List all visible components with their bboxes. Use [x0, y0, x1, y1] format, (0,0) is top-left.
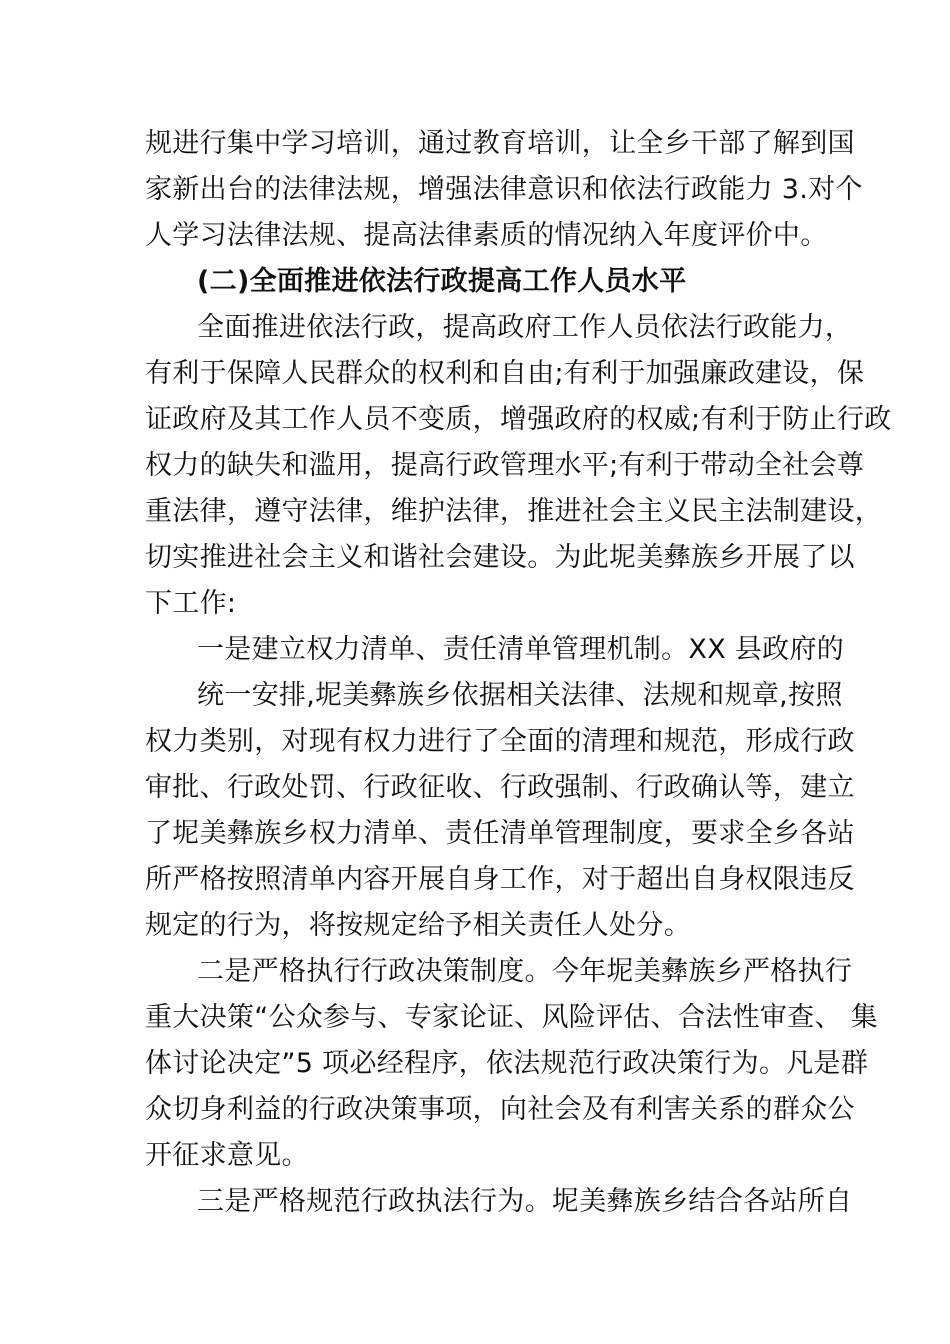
body-text-line: 开征求意见。 [145, 1140, 309, 1171]
body-text-line: 权力类别，对现有权力进行了全面的清理和规范，形成行政 [145, 726, 855, 757]
body-text-line: 下工作: [145, 588, 237, 619]
body-text-line: 体讨论决定”5 项必经程序，依法规范行政决策行为。凡是群 [145, 1048, 869, 1079]
body-text-line: 统一安排,坭美彝族乡依据相关法律、法规和规章,按照 [197, 680, 843, 711]
body-text-line: 所严格按照清单内容开展自身工作，对于超出自身权限违反 [145, 864, 855, 895]
paragraph-first-line: 全面推进依法行政，提高政府工作人员依法行政能力， [197, 312, 853, 343]
body-text-line: 规进行集中学习培训，通过教育培训，让全乡干部了解到国 [145, 128, 855, 159]
body-text-line: 人学习法律法规、提高法律素质的情况纳入年度评价中。 [145, 220, 828, 251]
body-text-line: 众切身利益的行政决策事项，向社会及有利害关系的群众公 [145, 1094, 855, 1125]
body-text-line: 重大决策“公众参与、专家论证、风险评估、合法性审查、 集 [145, 1002, 878, 1033]
body-text-line: 家新出台的法律法规，增强法律意识和依法行政能力 3.对个 [145, 174, 863, 205]
body-text-line: 切实推进社会主义和谐社会建设。为此坭美彝族乡开展了以 [145, 542, 855, 573]
body-text-line: 规定的行为，将按规定给予相关责任人处分。 [145, 910, 691, 941]
body-text-line: 证政府及其工作人员不变质，增强政府的权威;有利于防止行政 [145, 404, 892, 435]
body-text-line: 审批、行政处罚、行政征收、行政强制、行政确认等，建立 [145, 772, 855, 803]
section-heading: (二)全面推进依法行政提高工作人员水平 [197, 266, 687, 297]
body-text-line: 了坭美彝族乡权力清单、责任清单管理制度，要求全乡各站 [145, 818, 855, 849]
paragraph-first-line: 二是严格执行行政决策制度。今年坭美彝族乡严格执行 [197, 956, 853, 987]
body-text-line: 重法律，遵守法律，维护法律，推进社会主义民主法制建设， [145, 496, 883, 527]
paragraph-first-line: 一是建立权力清单、责任清单管理机制。XX 县政府的 [197, 634, 845, 665]
paragraph-first-line: 三是严格规范行政执法行为。坭美彝族乡结合各站所自 [197, 1186, 853, 1217]
body-text-line: 权力的缺失和滥用，提高行政管理水平;有利于带动全社会尊 [145, 450, 865, 481]
body-text-line: 有利于保障人民群众的权利和自由;有利于加强廉政建设，保 [145, 358, 865, 389]
